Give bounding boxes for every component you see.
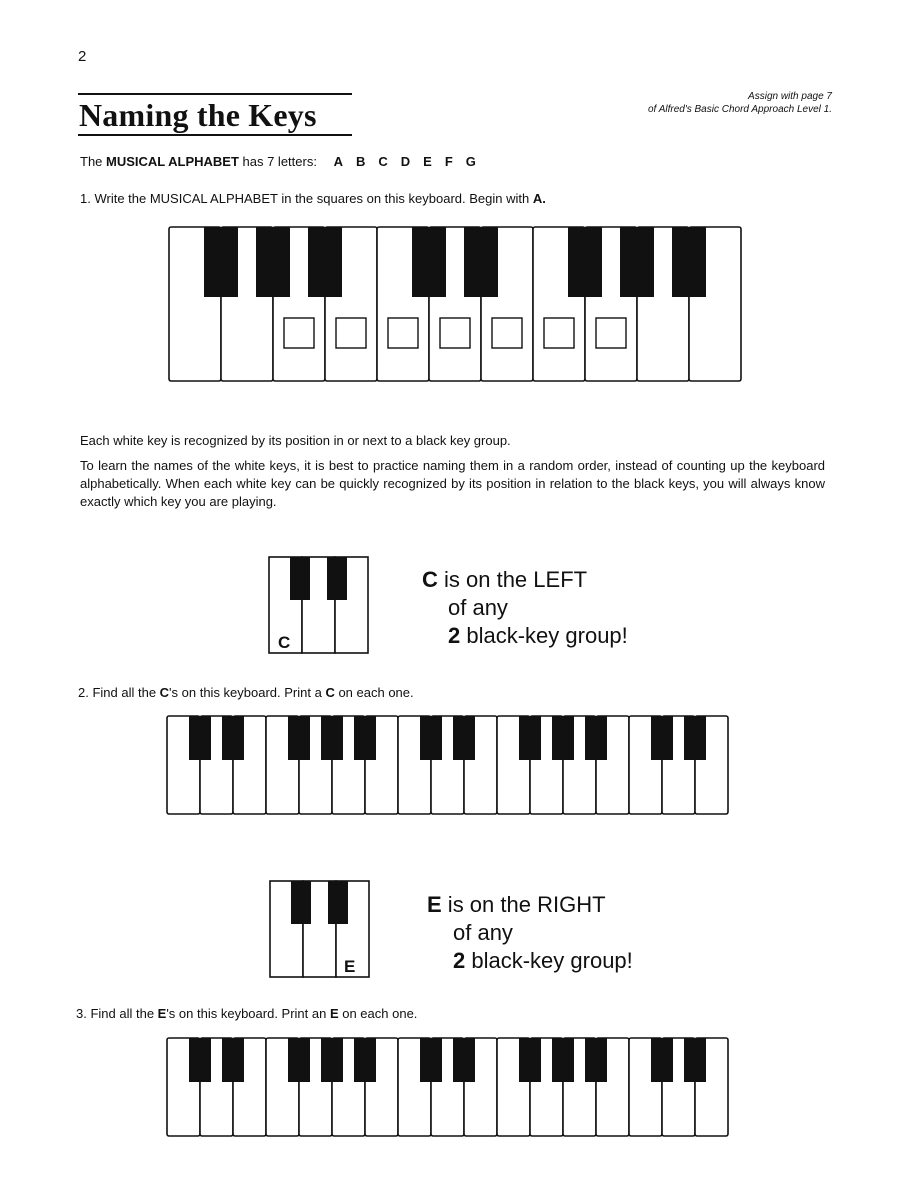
assign-note	[648, 90, 832, 116]
paragraph-practice: To learn the names of the white keys, it is best to practice naming them in a random order, instead of counting up the keyboard alphabetically. When each white key can be quickly recognized by its position in relation to the black keys, you will always know exactly which key you are playing.	[80, 458, 825, 509]
black-key	[354, 716, 376, 760]
black-key	[585, 716, 607, 760]
black-key	[354, 1038, 376, 1082]
answer-square[interactable]	[440, 318, 470, 348]
title-bottom-rule	[78, 134, 352, 136]
letter-a: A	[333, 154, 343, 169]
black-key	[672, 227, 706, 297]
black-key	[321, 716, 343, 760]
rule-c-letter: C	[422, 567, 438, 592]
rule-c-count: 2	[448, 623, 461, 648]
letter-d: D	[400, 154, 411, 169]
exercise-3-instruction	[76, 1006, 417, 1021]
rule-c-line1-rest: is on the LEFT	[437, 567, 588, 592]
alphabet-term: MUSICAL ALPHABET	[106, 154, 239, 169]
letter-g: G	[465, 154, 476, 169]
title-top-rule	[78, 93, 352, 95]
paragraph-position: Each white key is recognized by its position in or next to a black key group.	[80, 433, 511, 448]
black-key	[412, 227, 446, 297]
letter-c: C	[378, 154, 388, 169]
mini-black-key-1	[290, 557, 310, 600]
exercise-1-begin-letter: A.	[532, 191, 546, 206]
black-key	[453, 716, 475, 760]
black-key	[568, 227, 602, 297]
rule-e-line2: of any	[453, 920, 513, 945]
letter-b: B	[355, 154, 366, 169]
black-key	[321, 1038, 343, 1082]
answer-square[interactable]	[388, 318, 418, 348]
page-number: 2	[78, 48, 87, 65]
rule-e-line3	[427, 947, 633, 975]
exercise-2-text-3: on each one.	[334, 685, 414, 700]
answer-square[interactable]	[284, 318, 314, 348]
mini-key-label-e: E	[344, 957, 356, 976]
answer-square[interactable]	[336, 318, 366, 348]
black-key	[222, 716, 244, 760]
black-key	[256, 227, 290, 297]
black-key	[420, 716, 442, 760]
black-key	[519, 1038, 541, 1082]
black-key	[552, 1038, 574, 1082]
mini-black-key-1	[291, 881, 311, 924]
black-key	[420, 1038, 442, 1082]
black-key	[308, 227, 342, 297]
exercise-3-text-1: 3. Find all the	[76, 1006, 158, 1021]
exercise-2-bold-2: C	[325, 685, 335, 700]
keyboard-exercise-2	[166, 715, 732, 817]
keyboard-exercise-1	[168, 226, 744, 384]
mini-key-label-c: C	[278, 633, 291, 652]
mini-black-key-2	[327, 557, 347, 600]
alphabet-intro	[80, 154, 476, 169]
rule-c-line3-rest: black-key group!	[460, 623, 628, 648]
rule-c-text	[422, 566, 628, 650]
rule-e-text	[427, 891, 633, 975]
assign-note-line2: of Alfred's Basic Chord Approach Level 1.	[647, 104, 832, 115]
black-key	[453, 1038, 475, 1082]
black-key	[464, 227, 498, 297]
exercise-1-text: 1. Write the MUSICAL ALPHABET in the squares on this keyboard. Begin with	[80, 191, 533, 206]
exercise-2-bold-1: C	[159, 685, 170, 700]
black-key	[204, 227, 238, 297]
black-key	[620, 227, 654, 297]
exercise-3-text-2: 's on this keyboard. Print an	[166, 1006, 330, 1021]
black-key	[288, 1038, 310, 1082]
rule-e-line1	[427, 891, 633, 919]
exercise-2-text-2: 's on this keyboard. Print a	[169, 685, 326, 700]
mini-black-key-2	[328, 881, 348, 924]
rule-c-line1	[422, 566, 628, 594]
black-key	[684, 716, 706, 760]
exercise-3-text-3: on each one.	[338, 1006, 418, 1021]
exercise-1-instruction	[80, 191, 546, 206]
assign-note-line1: Assign with page 7	[748, 91, 832, 102]
answer-square[interactable]	[596, 318, 626, 348]
letter-f: F	[444, 154, 453, 169]
black-key	[222, 1038, 244, 1082]
exercise-3-bold-1: E	[157, 1006, 167, 1021]
answer-square[interactable]	[544, 318, 574, 348]
rule-e-count: 2	[453, 948, 466, 973]
rule-e-line3-rest: black-key group!	[465, 948, 633, 973]
black-key	[651, 1038, 673, 1082]
letter-e: E	[423, 154, 432, 169]
black-key	[519, 716, 541, 760]
page-title: Naming the Keys	[79, 97, 317, 133]
mini-keyboard-e	[269, 880, 372, 980]
black-key	[585, 1038, 607, 1082]
rule-c-line3	[422, 622, 628, 650]
keyboard-exercise-3	[166, 1037, 732, 1139]
alphabet-intro-prefix: The	[80, 154, 107, 169]
alphabet-intro-suffix: has 7 letters:	[238, 154, 317, 169]
rule-c-line2: of any	[448, 595, 508, 620]
exercise-2-instruction	[78, 685, 414, 700]
mini-keyboard-c	[268, 556, 371, 656]
rule-e-line1-rest: is on the RIGHT	[441, 892, 606, 917]
answer-square[interactable]	[492, 318, 522, 348]
rule-e-letter: E	[427, 892, 442, 917]
exercise-2-text-1: 2. Find all the	[78, 685, 160, 700]
black-key	[684, 1038, 706, 1082]
exercise-3-bold-2: E	[329, 1006, 339, 1021]
black-key	[189, 716, 211, 760]
alphabet-letters	[321, 154, 476, 169]
black-key	[552, 716, 574, 760]
black-key	[651, 716, 673, 760]
black-key	[288, 716, 310, 760]
black-key	[189, 1038, 211, 1082]
